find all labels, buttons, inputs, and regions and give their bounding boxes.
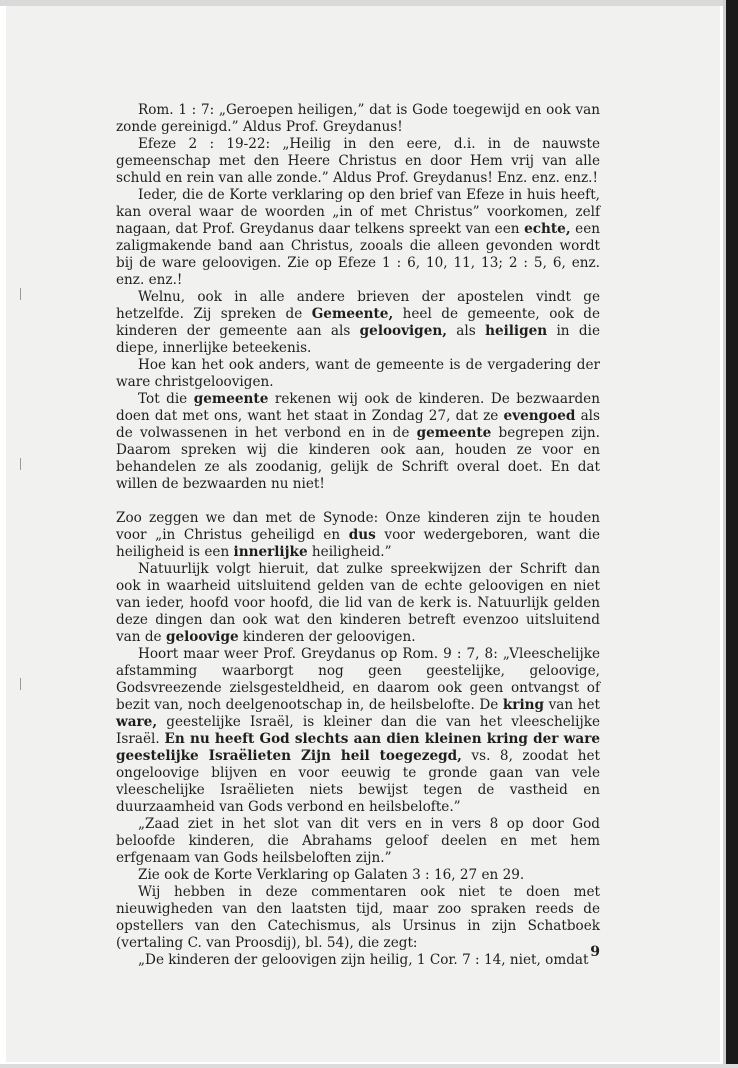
- paragraph: [116, 289, 600, 357]
- text-run: voor wedergeboren, want die heiligheid is een: [116, 527, 601, 560]
- text-run: vs. 8, zoodat het ongeloovige blijven en voor eeuwig te gronde gaan van vele vleeschelijke Israëlieten niets bewijst tegen de vastheid en duurzaamheid van Gods verbond en heilsbelofte.”: [116, 748, 601, 815]
- scan-bottom-edge: [0, 1064, 738, 1068]
- paragraph: [116, 357, 600, 391]
- text-run: Hoe kan het ook anders, want de gemeente is de vergadering der ware christgeloovigen.: [116, 357, 600, 390]
- paragraph: [116, 391, 600, 493]
- bold-text: echte,: [524, 221, 571, 237]
- bold-text: geloovige: [165, 629, 239, 645]
- bold-text: innerlijke: [233, 544, 308, 560]
- paragraph: [116, 952, 600, 969]
- paragraph: [116, 136, 600, 187]
- bold-text: kring: [502, 697, 545, 713]
- margin-mark: [20, 678, 21, 690]
- scan-right-edge: [726, 0, 738, 1068]
- text-run: Ieder, die de Korte verklaring op den brief van Efeze in huis heeft, kan overal waar de woorden „in of met Christus” voorkomen, zelf nagaan, dat Prof. Greydanus daar telkens spreekt van een: [116, 187, 600, 237]
- text-run: Rom. 1 : 7: „Geroepen heiligen,” dat is Gode toegewijd en ook van zonde gereinigd.” Aldus Prof. Greydanus!: [116, 102, 600, 135]
- text-run: Tot die: [138, 391, 194, 407]
- text-run: Natuurlijk volgt hieruit, dat zulke spreekwijzen der Schrift dan ook in waarheid uitsluitend gelden van de echte geloovigen en niet van ieder, hoofd voor hoofd, die lid van de kerk is. Natuurlijk gelden deze dingen dan ook wat den kinderen betreft evenzoo uitsluitend van de: [116, 561, 600, 645]
- bold-text: En nu heeft God slechts aan dien kleinen kring der ware geestelijke Israëlieten Zijn heil toegezegd,: [116, 731, 601, 764]
- margin-mark: [20, 288, 21, 300]
- body-text: [116, 102, 600, 969]
- paragraph: [116, 561, 600, 646]
- text-run: Zoo zeggen we dan met de Synode: Onze kinderen zijn te houden voor „in Christus geheiligd en: [116, 510, 600, 543]
- bold-text: evengoed: [503, 408, 576, 424]
- text-run: Hoort maar weer Prof. Greydanus op Rom. 9 : 7, 8: „Vleeschelijke afstamming waarborgt nog geen geestelijke, geloovige, Godsvreezende zielsgesteldheid, en daarom ook geen ontvangst of bezit van, noch deelgenootschap in, de heilsbelofte. De: [116, 646, 600, 713]
- bold-text: heiligen: [485, 323, 548, 339]
- bold-text: dus: [348, 527, 376, 543]
- bold-text: gemeente: [416, 425, 492, 441]
- text-run: in die diepe, innerlijke beteekenis.: [116, 323, 600, 356]
- paragraph: [116, 102, 600, 136]
- paragraph: [116, 510, 600, 561]
- text-run: Welnu, ook in alle andere brieven der apostelen vindt ge hetzelfde. Zij spreken de: [116, 289, 600, 322]
- text-run: geestelijke Israël, is kleiner dan die van het vleeschelijke Israël.: [116, 714, 600, 747]
- text-run: Wij hebben in deze commentaren ook niet te doen met nieuwigheden van den laatsten tijd, maar zoo spraken reeds de opstellers van den Catechismus, als Ursinus in zijn Schatboek (vertaling C. van Proosdij), bl. 54), die zegt:: [116, 884, 600, 951]
- text-run: als de volwassenen in het verbond en in de: [116, 408, 600, 441]
- text-run: rekenen wij ook de kinderen. De bezwaarden doen dat met ons, want het staat in Zondag 27, dat ze: [116, 391, 600, 424]
- paragraph: [116, 187, 600, 289]
- paragraph: [116, 867, 600, 884]
- text-run: heel de gemeente, ook de kinderen der gemeente aan als: [116, 306, 600, 339]
- page-number: 9: [590, 944, 600, 960]
- text-run: als: [446, 323, 486, 339]
- bold-text: Gemeente,: [311, 306, 394, 322]
- paragraph: [116, 816, 600, 867]
- bold-text: gemeente: [193, 391, 269, 407]
- text-run: van het: [544, 697, 600, 713]
- text-run: een zaligmakende band aan Christus, zooals die alleen gevonden wordt bij de ware geloovigen. Zie op Efeze 1 : 6, 10, 11, 13; 2 : 5, 6, enz. enz. enz.!: [116, 221, 600, 288]
- paragraph: [116, 646, 600, 816]
- paragraph: [116, 884, 600, 952]
- bold-text: geloovigen,: [359, 323, 447, 339]
- text-run: kinderen der geloovigen.: [238, 629, 416, 645]
- text-run: heiligheid.”: [307, 544, 392, 560]
- text-run: Zie ook de Korte Verklaring op Galaten 3 : 16, 27 en 29.: [138, 867, 525, 883]
- book-page: [6, 6, 720, 1062]
- text-run: „Zaad ziet in het slot van dit vers en in vers 8 op door God beloofde kinderen, die Abrahams geloof deelen en met hem erfgenaam van Gods heilsbeloften zijn.”: [116, 816, 600, 866]
- text-run: begrepen zijn. Daarom spreken wij die kinderen ook aan, houden ze voor en behandelen ze als zoodanig, gelijk de Schrift overal doet. En dat willen de bezwaarden nu niet!: [116, 425, 601, 492]
- bold-text: ware,: [116, 714, 158, 730]
- text-run: Efeze 2 : 19-22: „Heilig in den eere, d.i. in de nauwste gemeenschap met den Heere Christus en door Hem vrij van alle schuld en rein van alle zonde.” Aldus Prof. Greydanus! Enz. enz. enz.!: [116, 136, 600, 186]
- margin-mark: [20, 458, 21, 470]
- text-run: „De kinderen der geloovigen zijn heilig, 1 Cor. 7 : 14, niet, omdat: [138, 952, 589, 968]
